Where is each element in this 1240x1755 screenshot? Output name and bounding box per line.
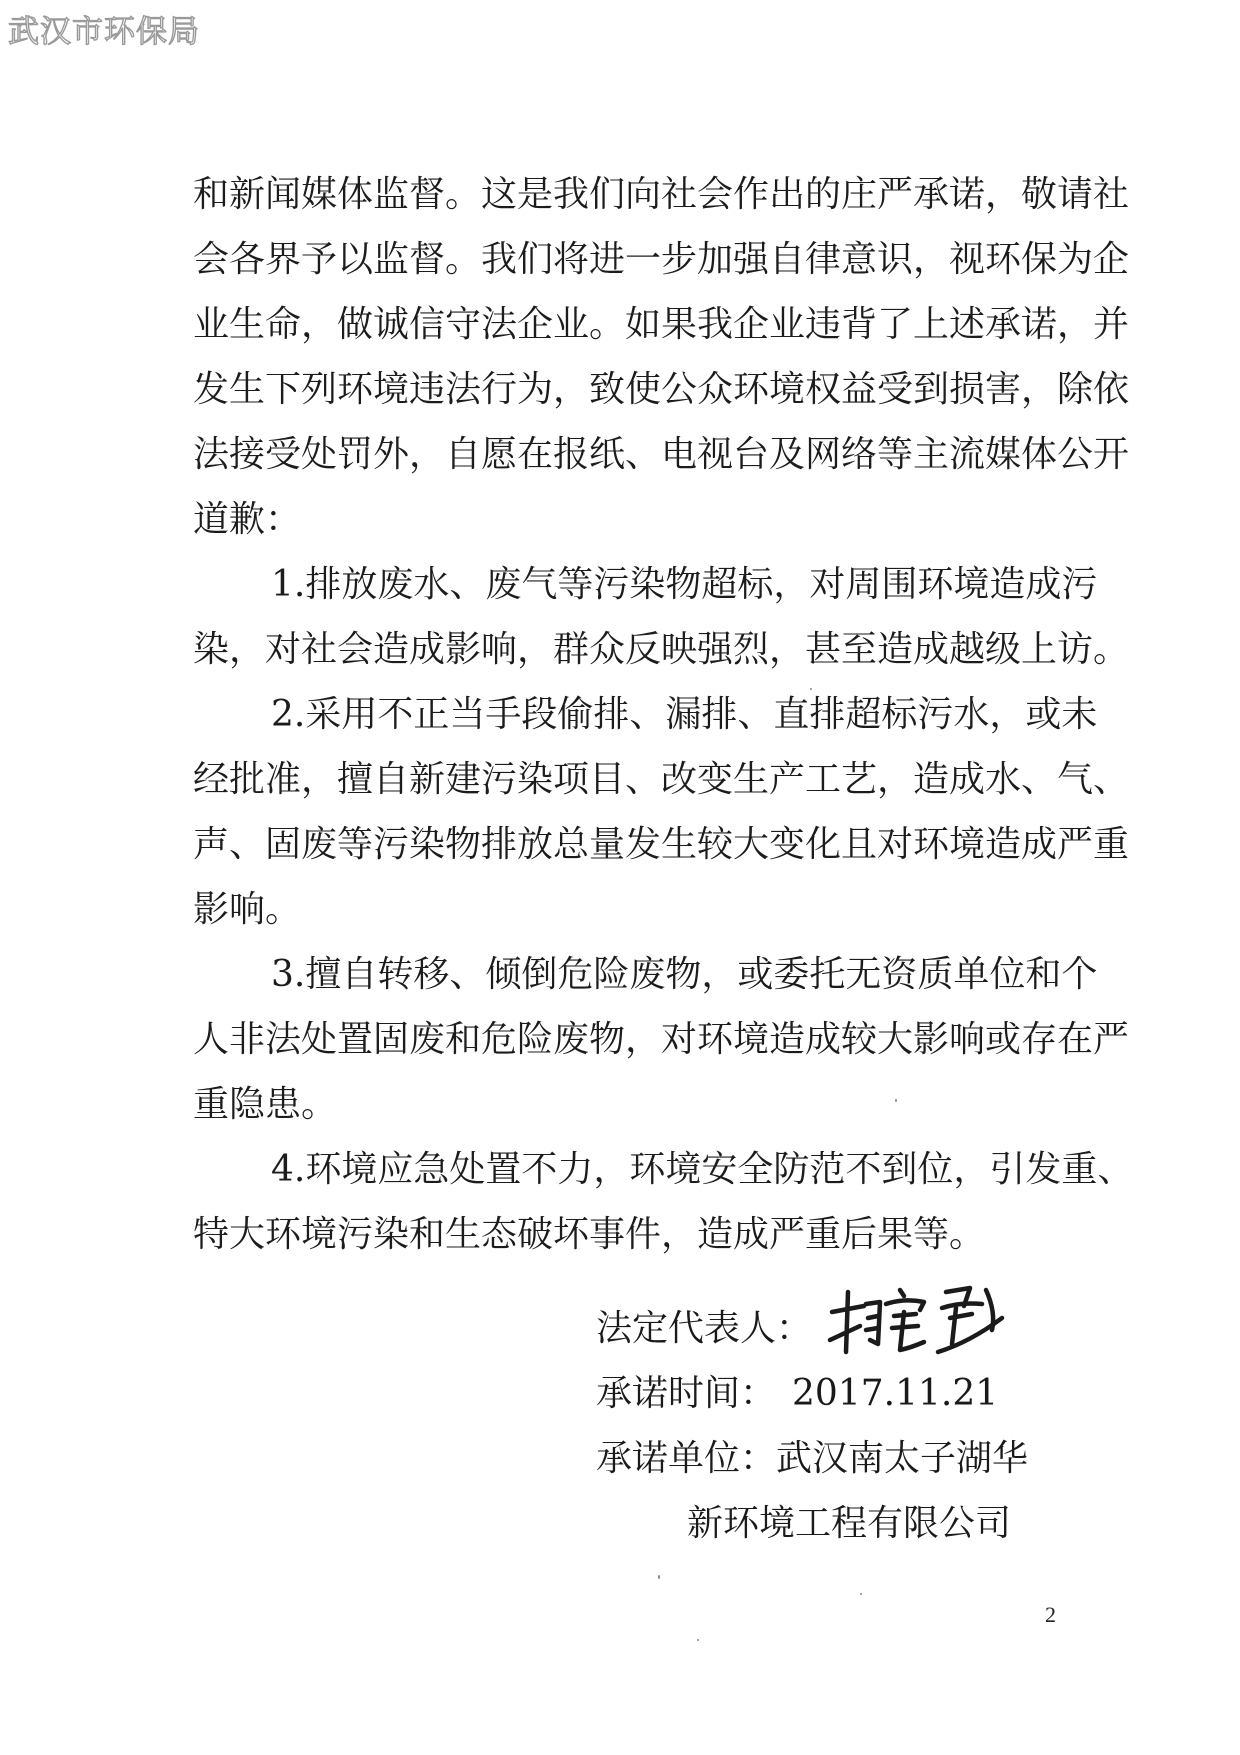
watermark: 武汉市环保局	[8, 14, 200, 50]
body-line-5: 法接受处罚外，自愿在报纸、电视台及网络等主流媒体公开	[193, 434, 1130, 475]
date-label: 承诺时间：	[596, 1373, 777, 1414]
body-line-3: 业生命，做诚信守法企业。如果我企业违背了上述承诺，并	[193, 304, 1130, 345]
unit-label: 承诺单位：	[596, 1438, 777, 1479]
scan-speck	[810, 688, 812, 690]
scan-speck	[895, 1099, 897, 1102]
item-3-line-2: 人非法处置固废和危险废物，对环境造成较大影响或存在严	[193, 1019, 1130, 1060]
date-row	[596, 1372, 998, 1416]
unit-value-line-2: 新环境工程有限公司	[687, 1503, 1012, 1544]
item-1-line-1: 1.排放废水、废气等污染物超标，对周围环境造成污	[271, 564, 1098, 605]
unit-row-2	[687, 1502, 1011, 1546]
unit-row	[596, 1437, 1028, 1481]
item-3-line-3: 重隐患。	[193, 1084, 338, 1125]
scan-speck	[697, 1639, 699, 1641]
item-2-line-2: 经批准，擅自新建污染项目、改变生产工艺，造成水、气、	[193, 759, 1130, 800]
body-line-6: 道歉：	[193, 499, 302, 540]
page-number: 2	[1045, 1602, 1056, 1627]
scan-speck	[658, 1575, 660, 1579]
item-3-line-1: 3.擅自转移、倾倒危险废物，或委托无资质单位和个	[271, 954, 1098, 995]
body-line-4: 发生下列环境违法行为，致使公众环境权益受到损害，除依	[193, 369, 1130, 410]
item-2-line-4: 影响。	[193, 889, 302, 930]
body-line-2: 会各界予以监督。我们将进一步加强自律意识，视环保为企	[193, 239, 1130, 280]
scan-speck	[860, 1593, 862, 1595]
unit-value-line-1: 武汉南太子湖华	[776, 1438, 1029, 1479]
item-4-line-1: 4.环境应急处置不力，环境安全防范不到位，引发重、	[271, 1149, 1134, 1190]
item-2-line-1: 2.采用不正当手段偷排、漏排、直排超标污水，或未	[271, 694, 1098, 735]
item-2-line-3: 声、固废等污染物排放总量发生较大变化且对环境造成严重	[193, 824, 1130, 865]
representative-row	[596, 1307, 812, 1351]
date-value: 2017.11.21	[792, 1373, 999, 1414]
item-1-line-2: 染，对社会造成影响，群众反映强烈，甚至造成越级上访。	[193, 629, 1130, 670]
representative-label: 法定代表人：	[596, 1308, 813, 1349]
body-line-1: 和新闻媒体监督。这是我们向社会作出的庄严承诺，敬请社	[193, 174, 1130, 215]
handwritten-signature	[820, 1282, 1010, 1362]
item-4-line-2: 特大环境污染和生态破坏事件，造成严重后果等。	[193, 1214, 986, 1255]
